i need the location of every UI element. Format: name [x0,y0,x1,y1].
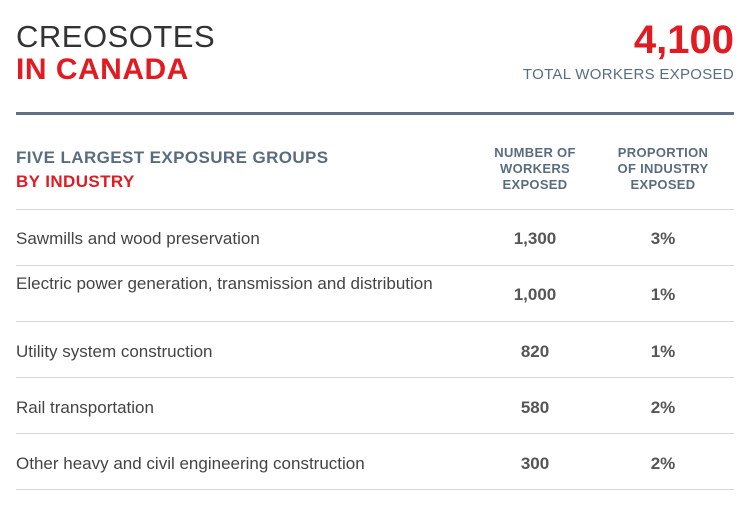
industry-name: Sawmills and wood preservation [16,229,260,248]
row-divider [16,377,734,378]
proportion-exposed-value: 2% [650,454,676,473]
proportion-exposed-value: 2% [650,398,676,417]
industry-name: Rail transportation [16,398,154,417]
column-header-proportion-line: PROPORTION [617,145,709,160]
title-line-2: IN CANADA [16,53,189,86]
row-divider [16,321,734,322]
row-divider [16,489,734,490]
column-header-workers-line: WORKERS [500,161,570,176]
table-heading-line-1: FIVE LARGEST EXPOSURE GROUPS [16,148,329,167]
industry-name: Electric power generation, transmission and distribution [16,274,433,293]
workers-exposed-value: 300 [520,454,550,473]
table-heading-line-2: BY INDUSTRY [16,172,135,191]
column-header-workers [475,145,595,193]
total-workers-caption: TOTAL WORKERS EXPOSED [522,66,734,83]
column-header-proportion-line: OF INDUSTRY [617,161,709,176]
title-line-1: CREOSOTES [16,19,216,54]
column-header-proportion-line: EXPOSED [630,177,696,192]
workers-exposed-value: 1,300 [513,229,557,248]
column-header-proportion [603,145,723,193]
column-header-workers-line: EXPOSED [502,177,568,192]
proportion-exposed-value: 1% [650,342,676,361]
row-divider [16,209,734,210]
column-header-workers-line: NUMBER OF [494,145,576,160]
industry-name: Other heavy and civil engineering construction [16,454,365,473]
proportion-exposed-value: 1% [650,285,676,304]
industry-name: Utility system construction [16,342,213,361]
total-workers-number: 4,100 [633,18,734,62]
workers-exposed-value: 1,000 [513,285,557,304]
row-divider [16,433,734,434]
row-divider [16,265,734,266]
proportion-exposed-value: 3% [650,229,676,248]
header-divider [16,112,734,115]
workers-exposed-value: 820 [520,342,550,361]
workers-exposed-value: 580 [520,398,550,417]
